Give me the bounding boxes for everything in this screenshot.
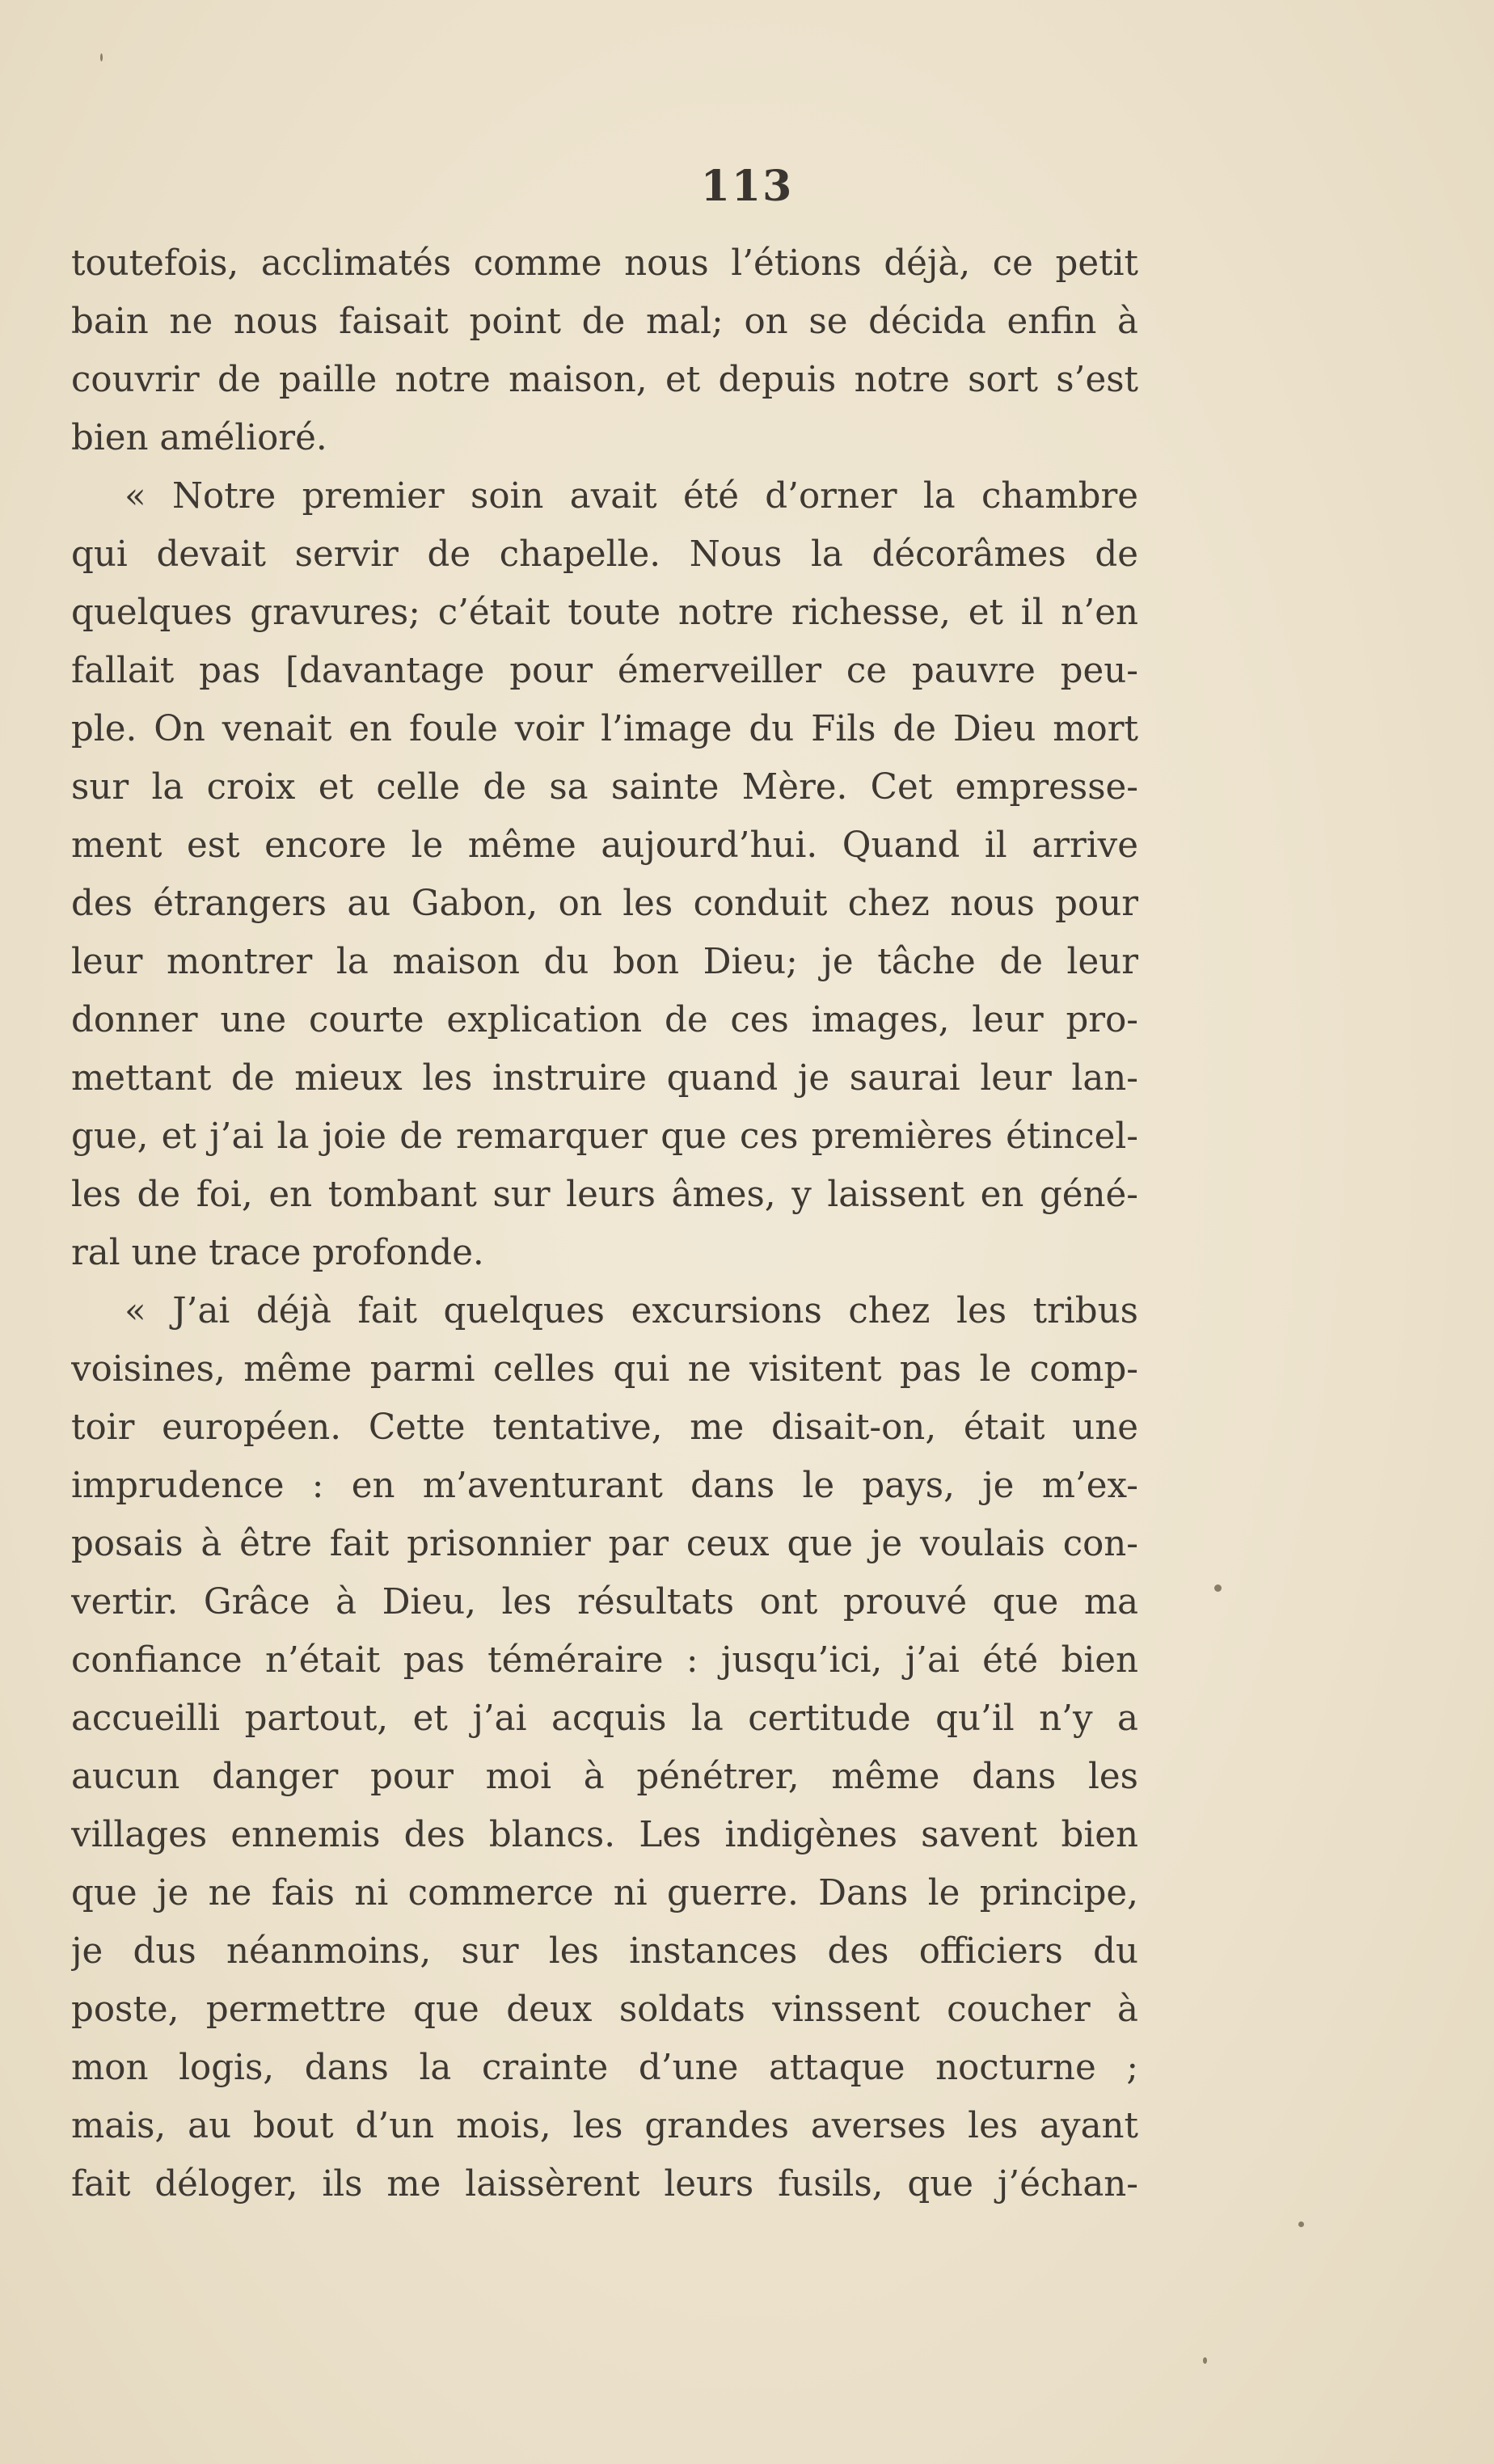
paper-speck: [1298, 2221, 1304, 2227]
paper-speck: [1203, 2357, 1207, 2364]
text-line: bien amélioré.: [71, 418, 327, 458]
text-line: toir européen. Cette tentative, me disait-on, était une: [71, 1407, 1138, 1448]
body-text: [71, 234, 1138, 2213]
text-line: je dus néanmoins, sur les instances des officiers du: [71, 1931, 1138, 1972]
text-line: que je ne fais ni commerce ni guerre. Dans le principe,: [71, 1873, 1138, 1913]
text-line: donner une courte explication de ces images, leur pro-: [71, 1000, 1138, 1040]
text-line: imprudence : en m’aventurant dans le pays, je m’ex-: [71, 1466, 1138, 1506]
text-line: sur la croix et celle de sa sainte Mère. Cet empresse-: [71, 767, 1138, 808]
text-line: quelques gravures; c’était toute notre richesse, et il n’en: [71, 593, 1138, 633]
text-line: ment est encore le même aujourd’hui. Quand il arrive: [71, 825, 1138, 866]
text-line: « J’ai déjà fait quelques excursions chez les tribus: [124, 1291, 1138, 1331]
text-line: des étrangers au Gabon, on les conduit chez nous pour: [71, 884, 1138, 924]
paper-speck: [1214, 1584, 1222, 1592]
page-number: 113: [700, 162, 794, 211]
text-line: villages ennemis des blancs. Les indigènes savent bien: [71, 1815, 1138, 1855]
text-line: gue, et j’ai la joie de remarquer que ces premières étincel-: [71, 1116, 1138, 1157]
text-line: posais à être fait prisonnier par ceux que je voulais con-: [71, 1524, 1138, 1564]
text-line: fallait pas [davantage pour émerveiller ce pauvre peu-: [71, 651, 1138, 691]
text-line: mais, au bout d’un mois, les grandes averses les ayant: [71, 2106, 1138, 2146]
text-line: confiance n’était pas téméraire : jusqu’ici, j’ai été bien: [71, 1640, 1138, 1681]
text-line: vertir. Grâce à Dieu, les résultats ont prouvé que ma: [71, 1582, 1138, 1622]
text-line: ple. On venait en foule voir l’image du Fils de Dieu mort: [71, 709, 1138, 749]
text-line: leur montrer la maison du bon Dieu; je tâche de leur: [71, 942, 1138, 982]
text-line: mettant de mieux les instruire quand je saurai leur lan-: [71, 1058, 1138, 1099]
text-line: « Notre premier soin avait été d’orner la chambre: [124, 476, 1138, 517]
text-line: couvrir de paille notre maison, et depuis notre sort s’est: [71, 360, 1138, 400]
text-line: mon logis, dans la crainte d’une attaque nocturne ;: [71, 2048, 1138, 2088]
text-line: voisines, même parmi celles qui ne visitent pas le comp-: [71, 1349, 1138, 1390]
text-line: aucun danger pour moi à pénétrer, même dans les: [71, 1757, 1138, 1797]
text-line: bain ne nous faisait point de mal; on se décida enfin à: [71, 302, 1138, 342]
text-line: qui devait servir de chapelle. Nous la décorâmes de: [71, 534, 1138, 575]
text-line: fait déloger, ils me laissèrent leurs fusils, que j’échan-: [71, 2164, 1138, 2205]
paper-speck: [100, 53, 103, 61]
text-line: toutefois, acclimatés comme nous l’étions déjà, ce petit: [71, 243, 1138, 284]
text-line: ral une trace profonde.: [71, 1233, 484, 1273]
text-line: poste, permettre que deux soldats vinssent coucher à: [71, 1989, 1138, 2030]
text-line: les de foi, en tombant sur leurs âmes, y laissent en géné-: [71, 1175, 1138, 1215]
text-line: accueilli partout, et j’ai acquis la certitude qu’il n’y a: [71, 1698, 1138, 1739]
